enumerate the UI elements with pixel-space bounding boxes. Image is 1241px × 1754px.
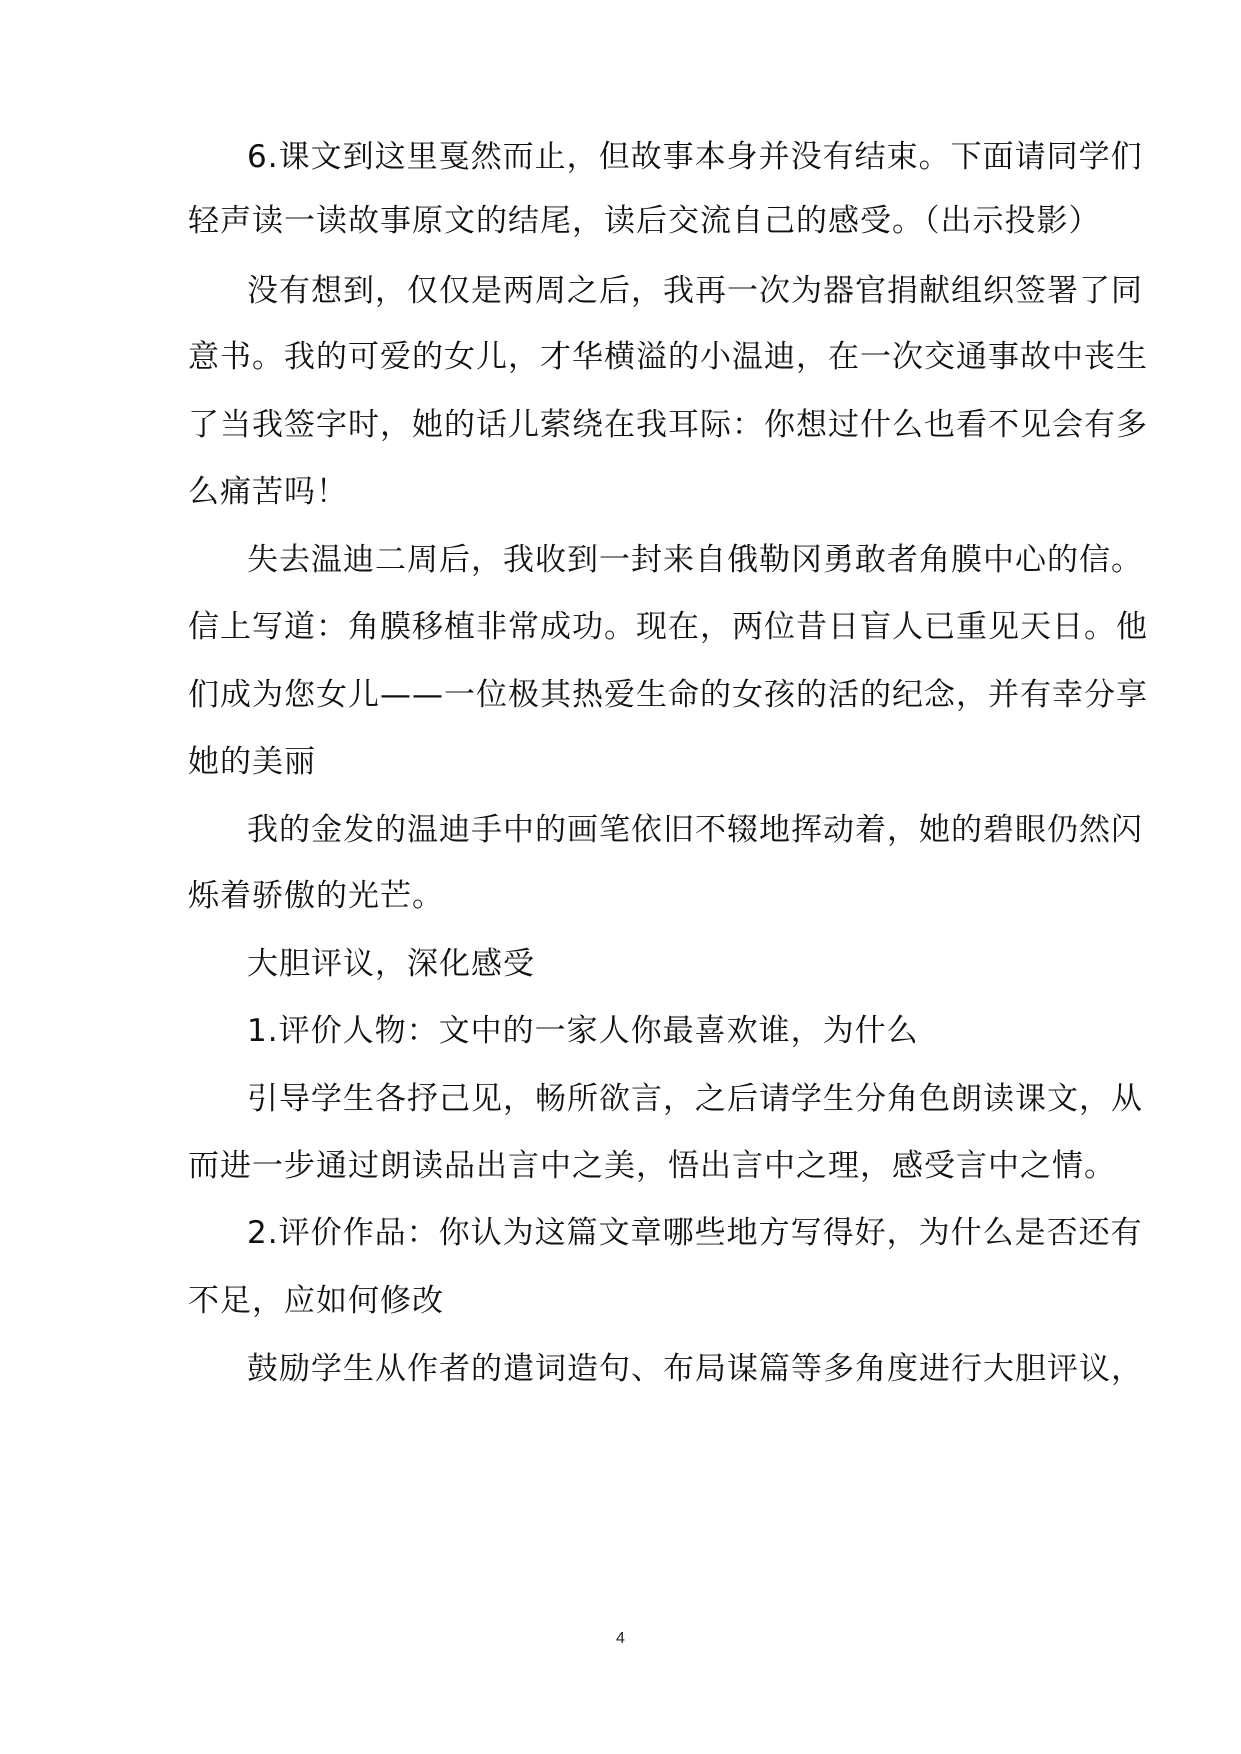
text-line: 意书。我的可爱的女儿，才华横溢的小温迪，在一次交通事故中丧生 — [188, 339, 1148, 375]
text-line: 烁着骄傲的光芒。 — [188, 878, 444, 914]
text-line: 轻声读一读故事原文的结尾，读后交流自己的感受。（出示投影） — [188, 203, 1101, 239]
text-line: 信上写道：角膜移植非常成功。现在，两位昔日盲人已重见天日。他 — [188, 609, 1148, 645]
text-line: 1.评价人物：文中的一家人你最喜欢谁，为什么 — [247, 1013, 919, 1049]
text-line: 不足，应如何修改 — [188, 1283, 444, 1319]
text-line: 她的美丽 — [188, 744, 316, 780]
text-line: 鼓励学生从作者的遣词造句、布局谋篇等多角度进行大胆评议， — [247, 1351, 1143, 1387]
text-line: 没有想到，仅仅是两周之后，我再一次为器官捐献组织签署了同 — [247, 273, 1143, 309]
text-line: 引导学生各抒己见，畅所欲言，之后请学生分角色朗读课文，从 — [247, 1081, 1143, 1117]
text-line: 们成为您女儿——一位极其热爱生命的女孩的活的纪念，并有幸分享 — [188, 677, 1148, 713]
text-line: 2.评价作品：你认为这篇文章哪些地方写得好，为什么是否还有 — [247, 1215, 1143, 1251]
page-number: 4 — [616, 1630, 625, 1647]
section-heading: 大胆评议，深化感受 — [247, 946, 535, 982]
text-line: 我的金发的温迪手中的画笔依旧不辍地挥动着，她的碧眼仍然闪 — [247, 812, 1143, 848]
text-line: 6.课文到这里戛然而止，但故事本身并没有结束。下面请同学们 — [247, 139, 1143, 175]
text-line: 了当我签字时，她的话儿萦绕在我耳际：你想过什么也看不见会有多 — [188, 407, 1148, 443]
text-line: 失去温迪二周后，我收到一封来自俄勒冈勇敢者角膜中心的信。 — [247, 542, 1143, 578]
text-line: 而进一步通过朗读品出言中之美，悟出言中之理，感受言中之情。 — [188, 1148, 1116, 1184]
text-line: 么痛苦吗！ — [188, 474, 348, 510]
